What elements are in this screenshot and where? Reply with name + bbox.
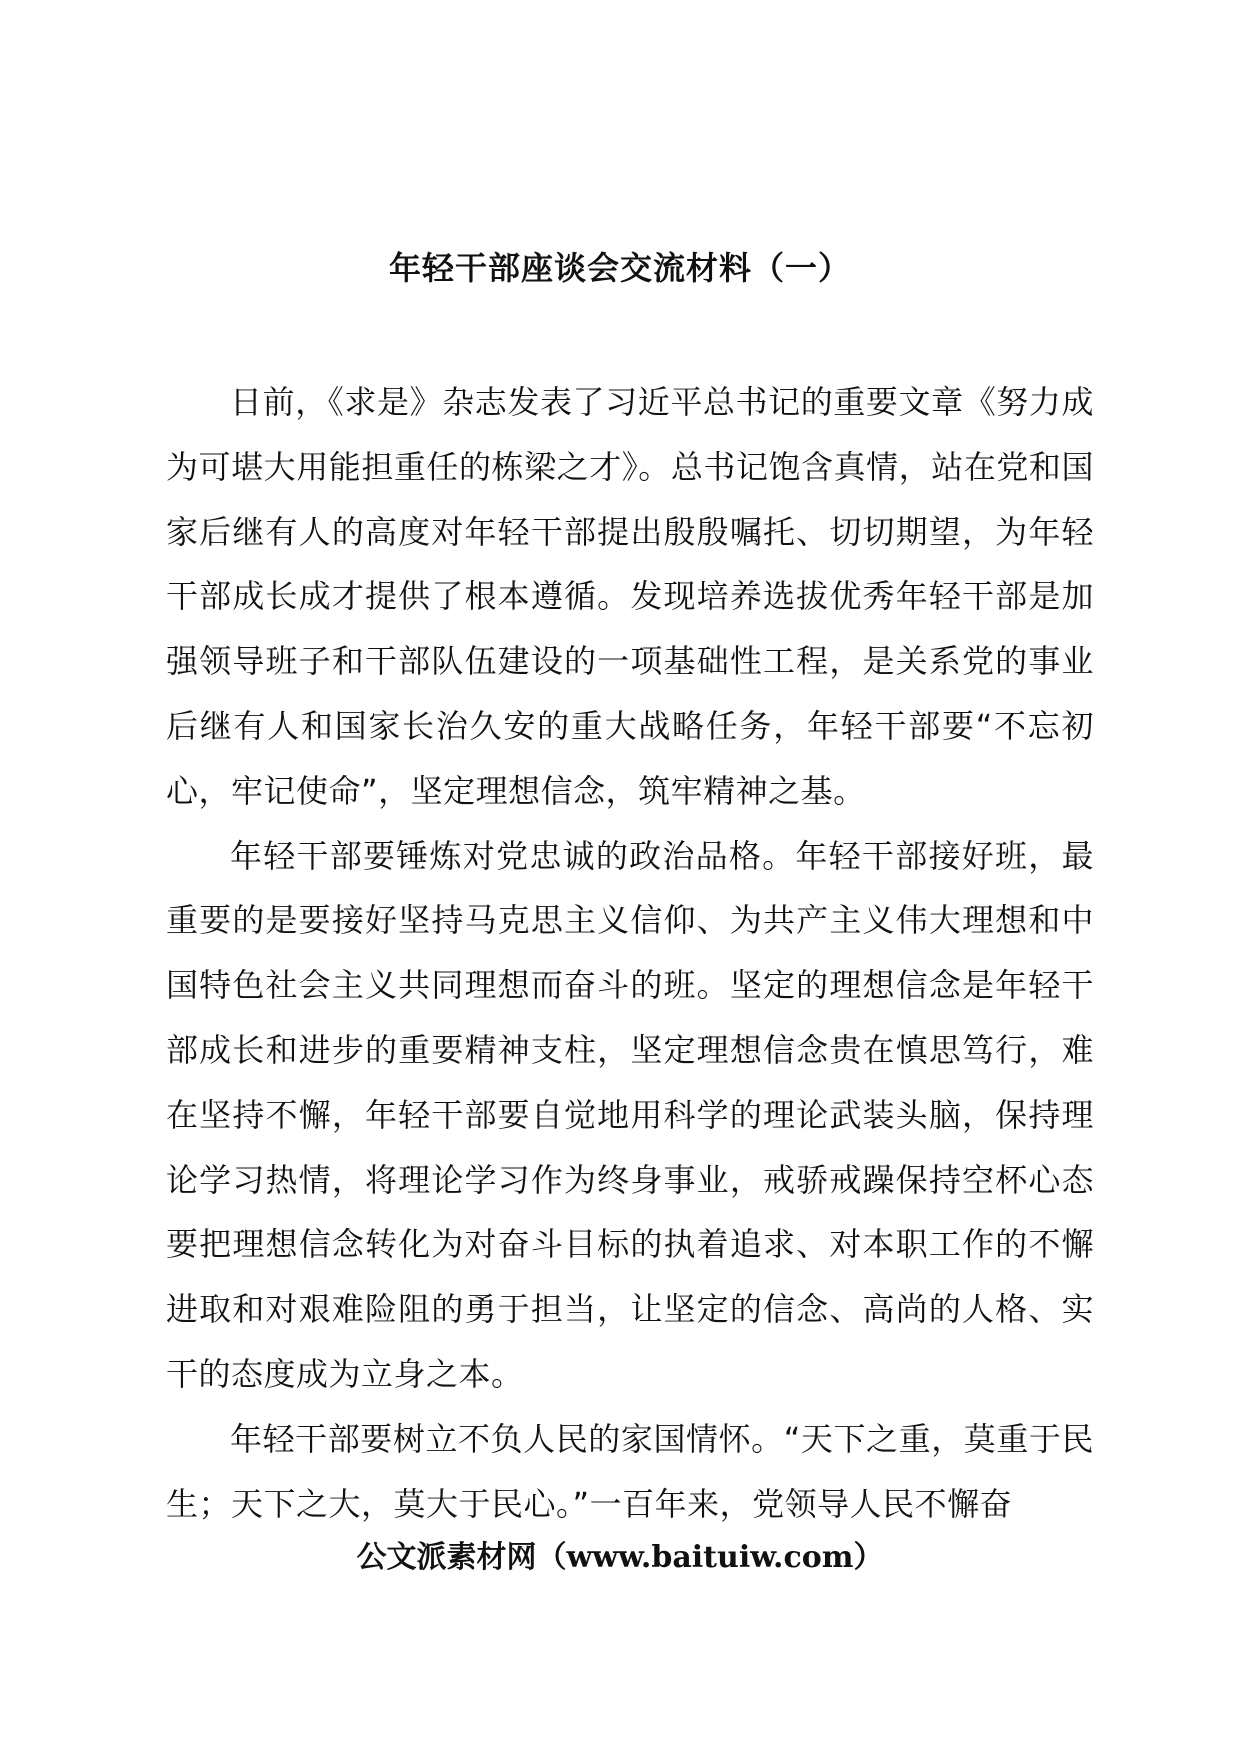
paragraph-2: 年轻干部要锤炼对党忠诚的政治品格。年轻干部接好班，最重要的是要接好坚持马克思主义信仰、为共产主义伟大理想和中国特色社会主义共同理想而奋斗的班。坚定的理想信念是年轻干部成长和进步的重要精神支柱，坚定理想信念贵在慎思笃行，难在坚持不懈，年轻干部要自觉地用科学的理论武装头脑，保持理论学习热情，将理论学习作为终身事业，戒骄戒躁保持空杯心态要把理想信念转化为对奋斗目标的执着追求、对本职工作的不懈进取和对艰难险阻的勇于担当，让坚定的信念、高尚的人格、实干的态度成为立身之本。 (166, 836, 1094, 1393)
paragraph-1: 日前，《求是》杂志发表了习近平总书记的重要文章《努力成为可堪大用能担重任的栋梁之才》。总书记饱含真情，站在党和国家后继有人的高度对年轻干部提出殷殷嘱托、切切期望，为年轻干部成长成才提供了根本遵循。发现培养选拔优秀年轻干部是加强领导班子和干部队伍建设的一项基础性工程，是关系党的事业后继有人和国家长治久安的重大战略任务，年轻干部要“不忘初心，牢记使命”，坚定理想信念，筑牢精神之基。 (166, 383, 1094, 810)
document-title: 年轻干部座谈会交流材料（一） (388, 249, 851, 287)
document-body (166, 370, 1094, 1536)
source-watermark: 公文派素材网（www.baituiw.com） (356, 1540, 884, 1575)
paragraph-3: 年轻干部要树立不负人民的家国情怀。“天下之重，莫重于民生；天下之大，莫大于民心。”一百年来，党领导人民不懈奋 (166, 1419, 1094, 1523)
